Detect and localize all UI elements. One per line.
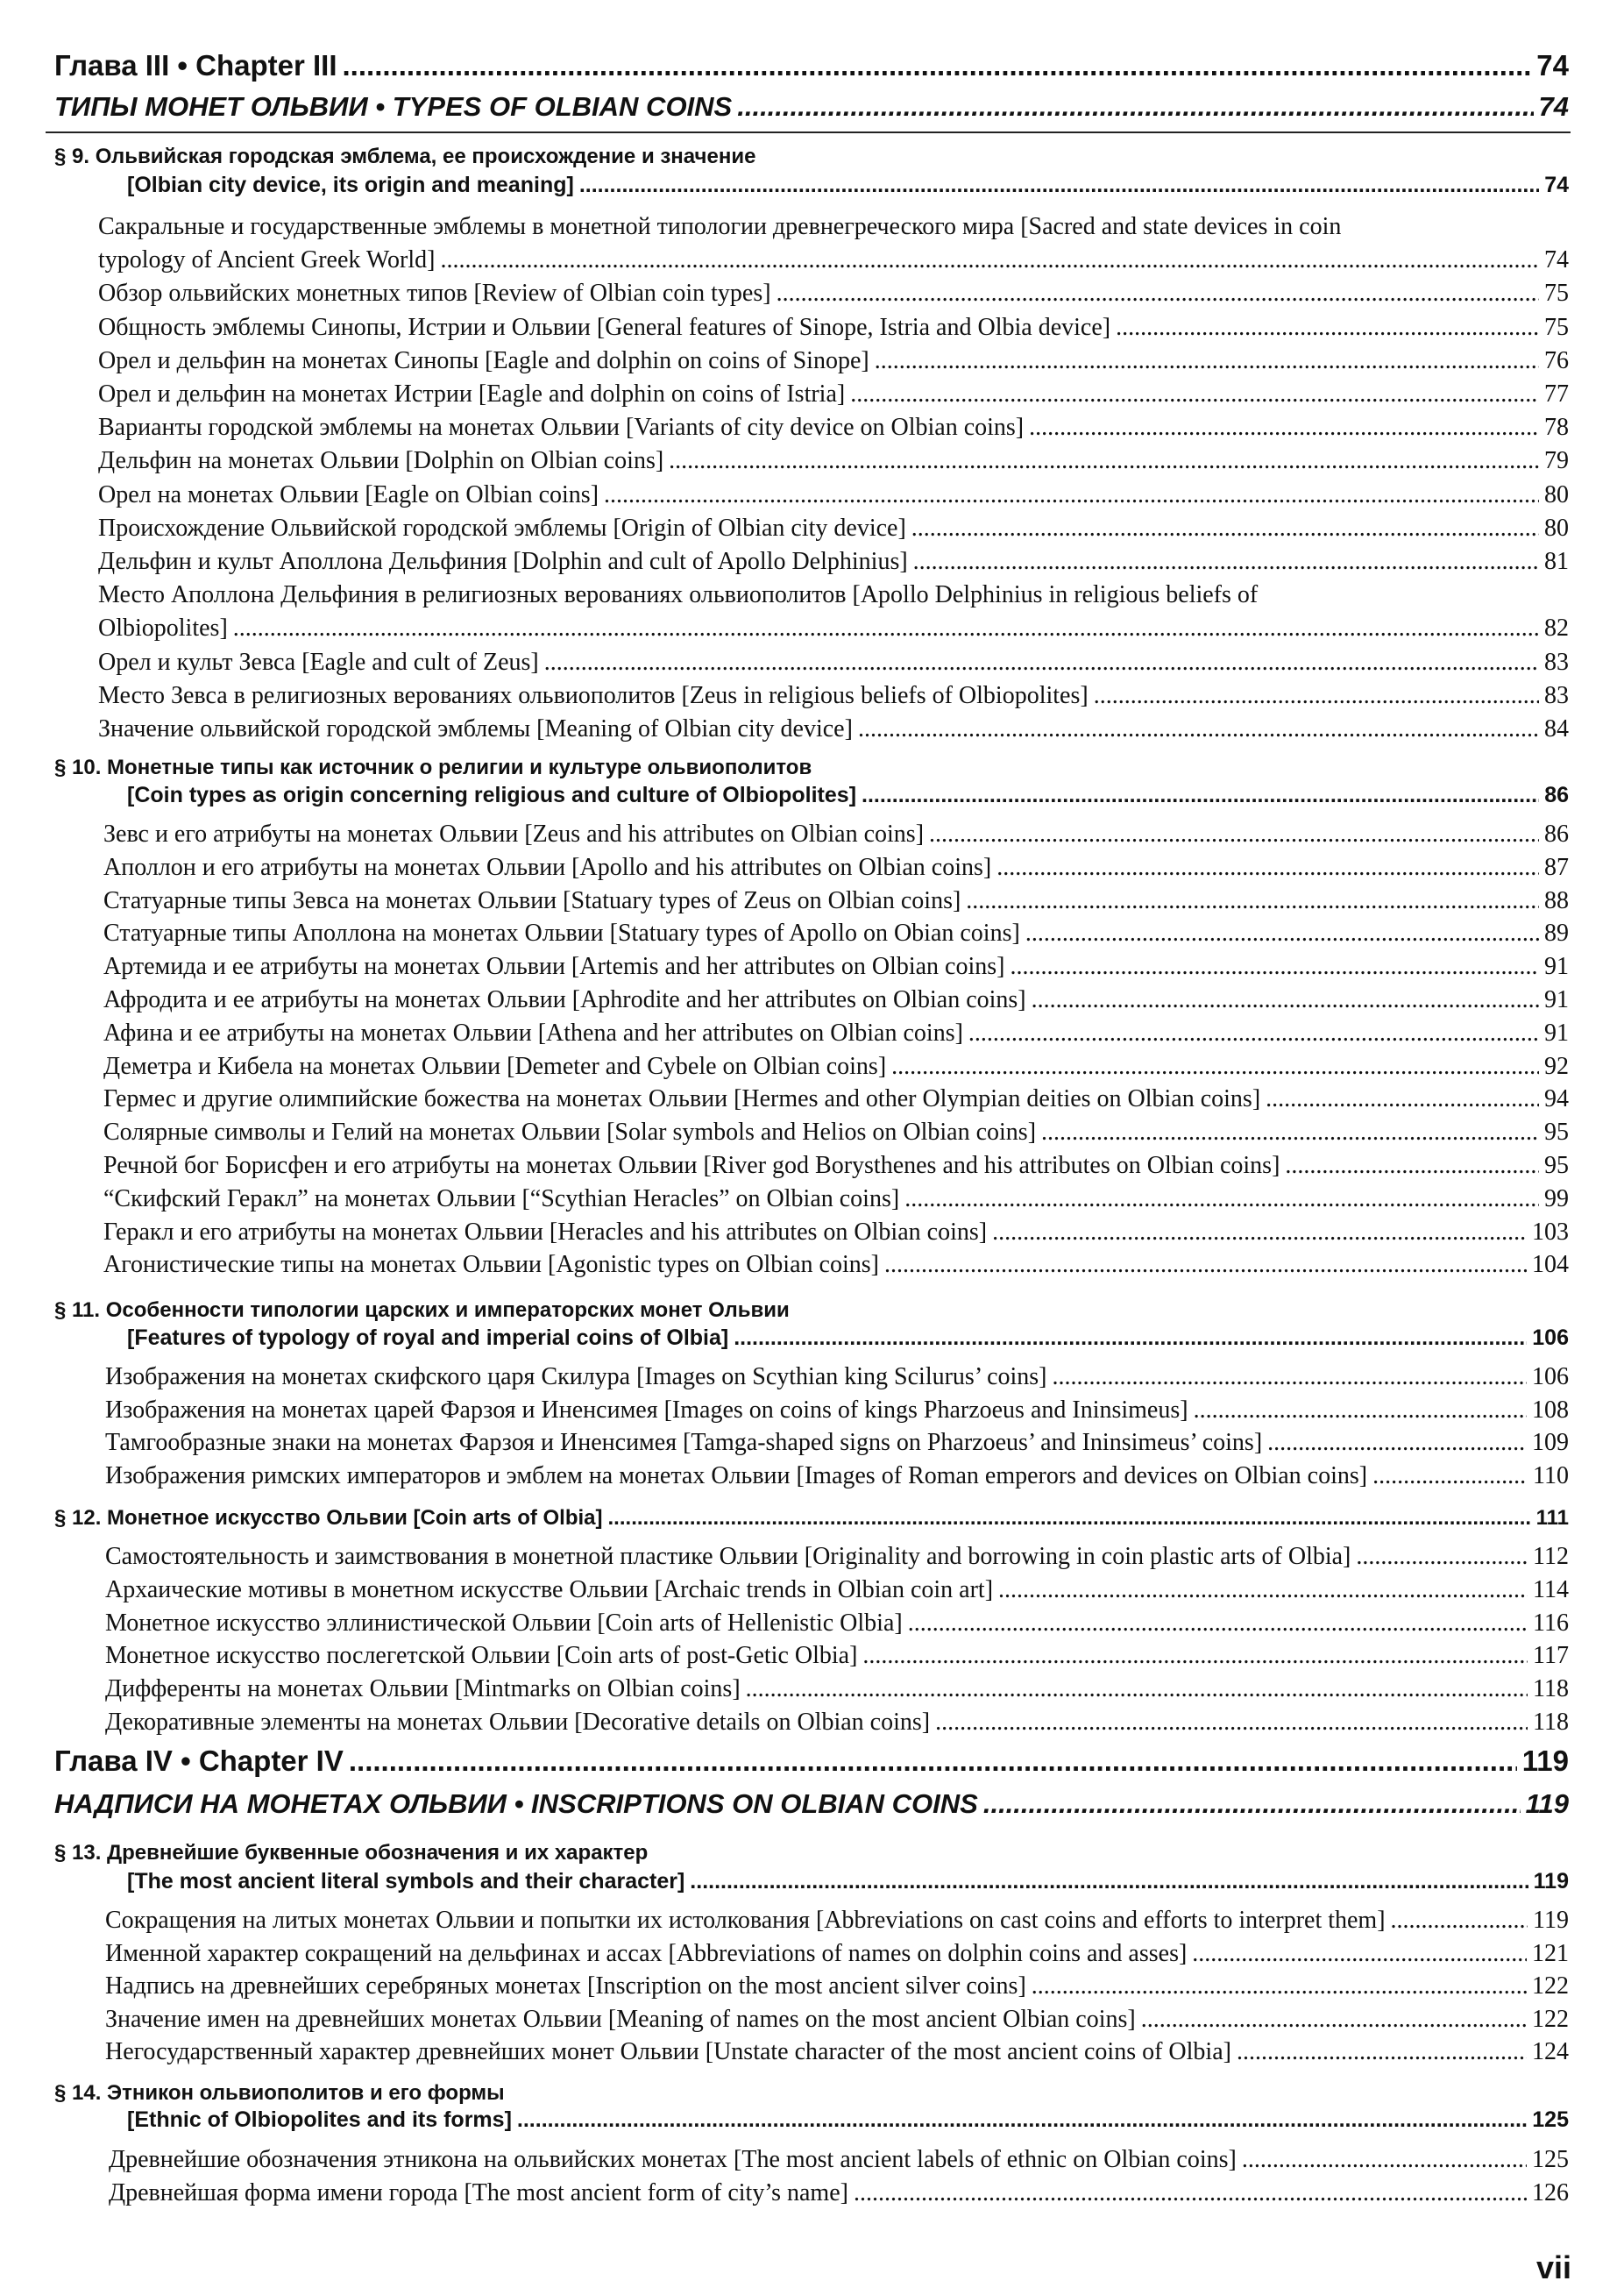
- toc-entry-page: 84: [1544, 715, 1569, 743]
- toc-entry[interactable]: [103, 1020, 1569, 1048]
- toc-entry[interactable]: [105, 1972, 1569, 2000]
- dot-leader: [992, 1219, 1527, 1247]
- toc-entry-title: Надпись на древнейших серебряных монетах [Inscription on the most ancient silver coins]: [105, 1972, 1026, 2000]
- toc-entry-page: 121: [1532, 1939, 1569, 1967]
- toc-entry[interactable]: [105, 1675, 1569, 1703]
- toc-entry-page: 122: [1532, 2005, 1569, 2033]
- dot-leader: [1032, 986, 1539, 1014]
- toc-entry[interactable]: [98, 314, 1569, 342]
- dot-leader: [1391, 1907, 1528, 1935]
- toc-entry-page: 87: [1544, 853, 1569, 881]
- toc-entry-page: 110: [1533, 1461, 1569, 1489]
- toc-entry[interactable]: [98, 548, 1569, 576]
- toc-entry[interactable]: [98, 246, 1569, 274]
- dot-leader: [968, 1020, 1539, 1048]
- toc-entry-page: 122: [1532, 1972, 1569, 2000]
- dot-leader: [996, 854, 1539, 882]
- dot-leader: [850, 380, 1539, 409]
- section-10-entry[interactable]: [Coin types as origin concerning religious and culture of Olbiopolites] ..... 86: [127, 783, 1569, 808]
- toc-entry[interactable]: [103, 1185, 1569, 1213]
- toc-entry[interactable]: [98, 380, 1569, 409]
- toc-entry[interactable]: [105, 1363, 1569, 1391]
- toc-entry-page: 82: [1544, 615, 1569, 643]
- toc-entry[interactable]: [105, 1429, 1569, 1457]
- toc-entry-page: 80: [1544, 480, 1569, 508]
- toc-entry-page: 118: [1533, 1675, 1569, 1703]
- toc-entry-page: 109: [1532, 1429, 1569, 1456]
- dot-leader: [1285, 1152, 1539, 1180]
- toc-entry[interactable]: [109, 2146, 1569, 2174]
- toc-entry[interactable]: [98, 615, 1569, 643]
- toc-entry[interactable]: [105, 1396, 1569, 1425]
- dot-leader: [1356, 1543, 1528, 1571]
- toc-entry-page: 79: [1544, 447, 1569, 475]
- toc-entry[interactable]: [98, 347, 1569, 375]
- dot-leader: [1194, 1396, 1527, 1425]
- toc-entry-page: 116: [1533, 1609, 1569, 1637]
- toc-entry[interactable]: [105, 2006, 1569, 2034]
- dot-leader: [875, 347, 1539, 375]
- dot-leader: [1094, 682, 1539, 710]
- dot-leader: [1025, 920, 1539, 948]
- toc-entry-title: Агонистические типы на монетах Ольвии [Agonistic types on Olbian coins]: [103, 1251, 879, 1279]
- toc-entry[interactable]: [98, 280, 1569, 308]
- dot-leader: [904, 1185, 1539, 1213]
- toc-entry-title: Варианты городской эмблемы на монетах Ольвии [Variants of city device on Olbian coins]: [98, 414, 1025, 442]
- toc-entry-page: 75: [1544, 280, 1569, 308]
- toc-entry[interactable]: [98, 481, 1569, 509]
- toc-entry[interactable]: [98, 414, 1569, 442]
- toc-entry-title: Статуарные типы Зевса на монетах Ольвии [Statuary types of Zeus on Olbian coins]: [103, 886, 961, 914]
- toc-entry-page: 126: [1532, 2178, 1569, 2206]
- toc-entry-title: Происхождение Ольвийской городской эмблемы [Origin of Olbian city device]: [98, 514, 906, 542]
- toc-entry-title: Древнейшие обозначения этникона на ольвийских монетах [The most ancient labels of ethnic on Olbian coins]: [109, 2146, 1237, 2173]
- toc-entry-title: Афродита и ее атрибуты на монетах Ольвии [Aphrodite and her attributes on Olbian coins]: [103, 986, 1026, 1013]
- toc-entry-title: Афина и ее атрибуты на монетах Ольвии [Athena and her attributes on Olbian coins]: [103, 1019, 963, 1047]
- toc-entry-title: Древнейшая форма имени города [The most ancient form of city’s name]: [109, 2178, 848, 2206]
- toc-entry-page: 91: [1544, 953, 1569, 981]
- section-9-heading: § 9. Ольвийская городская эмблема, ее происхождение и значение: [54, 145, 756, 168]
- toc-entry[interactable]: [103, 1152, 1569, 1180]
- section-13-entry[interactable]: [The most ancient literal symbols and their character] ..... 119: [127, 1869, 1569, 1894]
- toc-entry[interactable]: [103, 854, 1569, 882]
- dot-leader: [1010, 953, 1539, 981]
- toc-entry[interactable]: [105, 1576, 1569, 1604]
- toc-entry[interactable]: [103, 1053, 1569, 1081]
- toc-entry-title: Гермес и другие олимпийские божества на монетах Ольвии [Hermes and other Olympian deities on Olbian coins]: [103, 1085, 1261, 1113]
- toc-entry[interactable]: [103, 986, 1569, 1014]
- toc-entry[interactable]: [103, 821, 1569, 849]
- toc-entry-title: Дельфин на монетах Ольвии [Dolphin on Olbian coins]: [98, 447, 664, 475]
- toc-entry-title: Деметра и Кибела на монетах Ольвии [Demeter and Cybele on Olbian coins]: [103, 1052, 887, 1080]
- toc-entry-page: 125: [1532, 2146, 1569, 2173]
- section-14-entry[interactable]: [Ethnic of Olbiopolites and its forms] ..... 125: [127, 2107, 1569, 2133]
- toc-entry-page: 80: [1544, 514, 1569, 542]
- toc-entry-title: Статуарные типы Аполлона на монетах Ольвии [Statuary types of Apollo on Obian coins]: [103, 920, 1020, 948]
- toc-entry-title: typology of Ancient Greek World]: [98, 246, 436, 274]
- dot-leader: [1029, 414, 1539, 442]
- separator-line: [46, 131, 1571, 133]
- toc-entry-page: 91: [1544, 1019, 1569, 1047]
- toc-entry-page: 92: [1544, 1052, 1569, 1080]
- dot-leader: [604, 481, 1539, 509]
- toc-entry-title: Орел и культ Зевса [Eagle and cult of Zeus]: [98, 648, 539, 676]
- dot-leader: [913, 548, 1539, 576]
- section-11-entry[interactable]: [Features of typology of royal and imperial coins of Olbia] ..... 106: [127, 1325, 1569, 1351]
- toc-entry-page: 83: [1544, 681, 1569, 709]
- dot-leader: [862, 1642, 1528, 1670]
- toc-entry-page: 78: [1544, 414, 1569, 442]
- toc-entry[interactable]: [105, 1940, 1569, 1968]
- toc-entry-page: 99: [1544, 1184, 1569, 1212]
- toc-entry-page: 117: [1533, 1642, 1569, 1670]
- dot-leader: [858, 715, 1539, 743]
- toc-entry-page: 124: [1532, 2038, 1569, 2065]
- toc-entry-title: Дифференты на монетах Ольвии [Mintmarks on Olbian coins]: [105, 1675, 741, 1703]
- section-13-heading: § 13. Древнейшие буквенные обозначения и их характер: [54, 1841, 649, 1865]
- toc-entry-title: Артемида и ее атрибуты на монетах Ольвии [Artemis and her attributes on Olbian coins]: [103, 953, 1005, 981]
- toc-entry[interactable]: [105, 1609, 1569, 1638]
- toc-entry-line: Место Аполлона Дельфиния в религиозных верованиях ольвиополитов [Apollo Delphinius in religious beliefs of: [98, 581, 1259, 609]
- toc-entry-page: 75: [1544, 313, 1569, 341]
- section-9-entry[interactable]: [Olbian city device, its origin and meaning] ..... 74: [127, 173, 1569, 198]
- toc-entry-title: Значение имен на древнейших монетах Ольвии [Meaning of names on the most ancient Olbian coins]: [105, 2005, 1136, 2033]
- toc-entry-title: Изображения на монетах скифского царя Скилура [Images on Scythian king Scilurus’ coins]: [105, 1363, 1047, 1390]
- toc-entry-title: Самостоятельность и заимствования в монетной пластике Ольвии [Originality and borrowing in coin plastic arts of Olbia]: [105, 1543, 1351, 1570]
- section-12-heading[interactable]: § 12. Монетное искусство Ольвии [Coin arts of Olbia] ..... 111: [54, 1506, 1569, 1531]
- dot-leader: [929, 821, 1539, 849]
- dot-leader: [777, 280, 1539, 308]
- chapter-4-heading[interactable]: Глава IV • Chapter IV ..... 119: [54, 1744, 1569, 1778]
- dot-leader: [669, 447, 1539, 475]
- toc-entry[interactable]: [98, 649, 1569, 677]
- toc-entry-title: Солярные символы и Гелий на монетах Ольвии [Solar symbols and Helios on Olbian coins]: [103, 1119, 1037, 1147]
- dot-leader: [935, 1709, 1528, 1737]
- toc-entry-page: 108: [1532, 1396, 1569, 1424]
- toc-entry-line: Сакральные и государственные эмблемы в монетной типологии древнегреческого мира [Sacred and state devices in coin: [98, 213, 1342, 240]
- dot-leader: [1053, 1363, 1528, 1391]
- dot-leader: [233, 615, 1539, 643]
- dot-leader: [998, 1576, 1528, 1604]
- toc-entry[interactable]: [105, 1709, 1569, 1737]
- toc-entry-title: Olbiopolites]: [98, 615, 228, 643]
- dot-leader: [544, 649, 1539, 677]
- dot-leader: [884, 1251, 1527, 1279]
- toc-entry-title: Дельфин и культ Аполлона Дельфиния [Dolphin and cult of Apollo Delphinius]: [98, 548, 908, 575]
- toc-entry-title: Орел и дельфин на монетах Истрии [Eagle and dolphin on coins of Istria]: [98, 380, 846, 408]
- toc-entry-title: Архаические мотивы в монетном искусстве Ольвии [Archaic trends in Olbian coin art]: [105, 1575, 994, 1603]
- toc-entry[interactable]: [103, 1219, 1569, 1247]
- toc-entry-page: 77: [1544, 380, 1569, 408]
- toc-entry-title: Орел и дельфин на монетах Синопы [Eagle and dolphin on coins of Sinope]: [98, 346, 869, 374]
- toc-entry-title: Орел на монетах Ольвии [Eagle on Olbian coins]: [98, 480, 599, 508]
- section-11-heading: § 11. Особенности типологии царских и императорских монет Ольвии: [54, 1298, 790, 1322]
- toc-entry[interactable]: [105, 1543, 1569, 1571]
- toc-entry-title: Сокращения на литых монетах Ольвии и попытки их истолкования [Abbreviations on cast coins and efforts to interpret them]: [105, 1907, 1386, 1934]
- toc-entry[interactable]: [105, 1642, 1569, 1670]
- toc-entry-page: 83: [1544, 648, 1569, 676]
- toc-entry-page: 76: [1544, 346, 1569, 374]
- toc-entry-title: Изображения на монетах царей Фарзоя и Иненсимея [Images on coins of kings Pharzoeus and Ininsimeus]: [105, 1396, 1188, 1424]
- toc-entry[interactable]: [103, 1085, 1569, 1113]
- section-10-heading: § 10. Монетные типы как источник о религии и культуре ольвиополитов: [54, 756, 812, 779]
- toc-entry-page: 74: [1544, 246, 1569, 274]
- page-number: vii: [1535, 2249, 1571, 2285]
- toc-entry-page: 106: [1532, 1363, 1569, 1390]
- toc-entry[interactable]: [103, 1251, 1569, 1279]
- chapter-3-title[interactable]: ТИПЫ МОНЕТ ОЛЬВИИ • TYPES OF OLBIAN COINS ..... 74: [54, 91, 1569, 123]
- toc-entry-page: 88: [1544, 886, 1569, 914]
- toc-entry[interactable]: [103, 887, 1569, 915]
- toc-entry-title: Обзор ольвийских монетных типов [Review of Olbian coin types]: [98, 280, 771, 308]
- toc-entry-page: 118: [1533, 1709, 1569, 1736]
- toc-entry[interactable]: [105, 1462, 1569, 1490]
- toc-entry-page: 104: [1532, 1251, 1569, 1279]
- toc-entry-title: Речной бог Борисфен и его атрибуты на монетах Ольвии [River god Borysthenes and his attributes on Olbian coins]: [103, 1152, 1280, 1179]
- toc-entry[interactable]: [98, 682, 1569, 710]
- toc-entry-title: Геракл и его атрибуты на монетах Ольвии [Heracles and his attributes on Olbian coins]: [103, 1218, 988, 1246]
- dot-leader: [1237, 2038, 1527, 2066]
- toc-entry[interactable]: [103, 953, 1569, 981]
- toc-entry-page: 95: [1544, 1152, 1569, 1179]
- toc-entry-title: Тамгообразные знаки на монетах Фарзоя и Иненсимея [Tamga-shaped signs on Pharzoeus’ and Ininsimeus’ coins]: [105, 1429, 1263, 1456]
- toc-entry[interactable]: [103, 920, 1569, 948]
- dot-leader: [891, 1053, 1539, 1081]
- toc-entry-page: 119: [1533, 1907, 1569, 1934]
- dot-leader: [1266, 1085, 1539, 1113]
- toc-entry[interactable]: [105, 2038, 1569, 2066]
- toc-entry-page: 114: [1533, 1575, 1569, 1603]
- toc-entry-page: 89: [1544, 920, 1569, 948]
- toc-entry-title: “Скифский Геракл” на монетах Ольвии [“Scythian Heracles” on Olbian coins]: [103, 1184, 900, 1212]
- dot-leader: [1372, 1462, 1528, 1490]
- toc-entry-page: 91: [1544, 986, 1569, 1013]
- toc-entry[interactable]: [109, 2179, 1569, 2207]
- dot-leader: [746, 1675, 1528, 1703]
- dot-leader: [911, 515, 1539, 543]
- dot-leader: [1141, 2006, 1527, 2034]
- dot-leader: [966, 887, 1539, 915]
- toc-entry-page: 103: [1532, 1218, 1569, 1246]
- dot-leader: [1041, 1119, 1539, 1147]
- dot-leader: [908, 1609, 1528, 1638]
- toc-entry-page: 81: [1544, 548, 1569, 575]
- toc-entry[interactable]: [98, 515, 1569, 543]
- toc-entry-page: 95: [1544, 1119, 1569, 1147]
- dot-leader: [1267, 1429, 1527, 1457]
- toc-entry-title: Значение ольвийской городской эмблемы [Meaning of Olbian city device]: [98, 715, 853, 743]
- toc-entry-title: Именной характер сокращений на дельфинах и ассах [Abbreviations of names on dolphin coins and asses]: [105, 1939, 1188, 1967]
- toc-entry-title: Негосударственный характер древнейших монет Ольвии [Unstate character of the most ancient coins of Olbia]: [105, 2038, 1231, 2065]
- dot-leader: [854, 2179, 1527, 2207]
- dot-leader: [440, 246, 1539, 274]
- section-14-heading: § 14. Этникон ольвиополитов и его формы: [54, 2081, 505, 2105]
- dot-leader: [1192, 1940, 1527, 1968]
- toc-entry-title: Зевс и его атрибуты на монетах Ольвии [Zeus and his attributes on Olbian coins]: [103, 821, 925, 848]
- toc-entry-title: Декоративные элементы на монетах Ольвии [Decorative details on Olbian coins]: [105, 1709, 931, 1736]
- toc-entry-title: Изображения римских императоров и эмблем на монетах Ольвии [Images of Roman emperors and devices on Olbian coins]: [105, 1461, 1368, 1489]
- toc-entry[interactable]: [105, 1907, 1569, 1935]
- chapter-4-title[interactable]: НАДПИСИ НА МОНЕТАХ ОЛЬВИИ • INSCRIPTIONS ON OLBIAN COINS ..... 119: [54, 1788, 1569, 1820]
- toc-entry-title: Монетное искусство эллинистической Ольвии [Coin arts of Hellenistic Olbia]: [105, 1609, 903, 1637]
- toc-entry-page: 86: [1544, 821, 1569, 848]
- toc-entry-title: Монетное искусство послегетской Ольвии [Coin arts of post-Getic Olbia]: [105, 1642, 858, 1670]
- toc-entry[interactable]: [98, 447, 1569, 475]
- chapter-3-heading[interactable]: Глава III • Chapter III ..... 74: [54, 49, 1569, 82]
- toc-entry-title: Общность эмблемы Синопы, Истрии и Ольвии [General features of Sinope, Istria and Olbia device]: [98, 313, 1111, 341]
- dot-leader: [1116, 314, 1539, 342]
- toc-entry-title: Аполлон и его атрибуты на монетах Ольвии [Apollo and his attributes on Olbian coins]: [103, 853, 992, 881]
- toc-entry[interactable]: [103, 1119, 1569, 1147]
- toc-entry-page: 94: [1544, 1085, 1569, 1113]
- dot-leader: [1242, 2146, 1527, 2174]
- toc-entry-title: Место Зевса в религиозных верованиях ольвиополитов [Zeus in religious beliefs of Olbiopolites]: [98, 681, 1089, 709]
- toc-entry-page: 112: [1533, 1543, 1569, 1570]
- toc-entry[interactable]: [98, 715, 1569, 743]
- dot-leader: [1032, 1972, 1527, 2000]
